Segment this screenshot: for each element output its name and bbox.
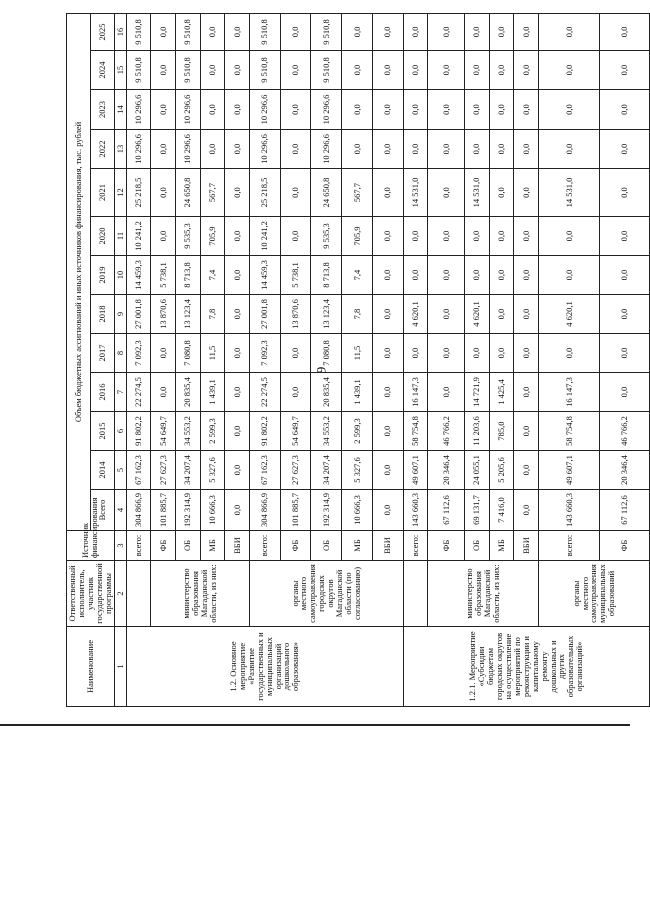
row-value-cell: 58 754,8	[539, 412, 600, 451]
row-value-cell: 67 112,6	[600, 490, 649, 531]
row-value-cell: 10 296,6	[249, 130, 280, 169]
row-value-cell: 10 296,6	[175, 130, 200, 169]
row-value-cell: 0,0	[428, 90, 465, 130]
row-value-cell: 34 553,2	[311, 412, 342, 451]
header-year: 2023	[90, 90, 114, 130]
row-value-cell: 705,9	[342, 217, 373, 256]
row-source-cell: всего:	[126, 531, 151, 561]
row-source-cell: МБ	[200, 531, 225, 561]
row-value-cell: 7 416,0	[489, 490, 514, 531]
column-number: 3	[114, 531, 126, 561]
row-value-cell: 11,5	[200, 334, 225, 373]
row-value-cell: 2 599,3	[200, 412, 225, 451]
table-row	[428, 13, 465, 706]
row-value-cell: 69 131,7	[465, 490, 490, 531]
row-value-cell: 0,0	[372, 130, 403, 169]
row-value-cell: 22 274,5	[249, 373, 280, 412]
row-value-cell: 20 346,4	[428, 451, 465, 490]
row-value-cell: 0,0	[372, 490, 403, 531]
row-value-cell: 101 885,7	[280, 490, 311, 531]
row-value-cell: 0,0	[428, 130, 465, 169]
header-year: 2018	[90, 295, 114, 334]
row-value-cell: 0,0	[372, 51, 403, 90]
row-executor-cell	[126, 561, 151, 627]
column-number: 2	[114, 561, 126, 627]
row-value-cell: 24 650,8	[311, 169, 342, 217]
row-value-cell: 9 510,8	[249, 13, 280, 50]
row-value-cell: 13 123,4	[175, 295, 200, 334]
row-value-cell: 0,0	[280, 90, 311, 130]
row-value-cell: 192 314,9	[175, 490, 200, 531]
row-value-cell: 10 296,6	[249, 90, 280, 130]
row-value-cell: 0,0	[151, 217, 176, 256]
row-value-cell: 24 055,1	[465, 451, 490, 490]
row-value-cell: 0,0	[514, 130, 539, 169]
header-year: 2021	[90, 169, 114, 217]
row-value-cell: 20 835,4	[311, 373, 342, 412]
row-value-cell: 27 001,8	[126, 295, 151, 334]
row-value-cell: 0,0	[403, 256, 428, 295]
row-value-cell: 0,0	[489, 130, 514, 169]
row-source-cell: МБ	[489, 531, 514, 561]
row-value-cell: 0,0	[514, 373, 539, 412]
row-value-cell: 13 870,6	[280, 295, 311, 334]
column-number: 12	[114, 169, 126, 217]
row-value-cell: 14 459,3	[249, 256, 280, 295]
row-value-cell: 0,0	[514, 217, 539, 256]
row-value-cell: 58 754,8	[403, 412, 428, 451]
row-value-cell: 7 092,3	[126, 334, 151, 373]
row-value-cell: 0,0	[280, 217, 311, 256]
row-value-cell: 22 274,5	[126, 373, 151, 412]
header-year: 2016	[90, 373, 114, 412]
row-value-cell: 0,0	[225, 13, 250, 50]
row-value-cell: 0,0	[280, 51, 311, 90]
row-value-cell: 304 866,9	[126, 490, 151, 531]
row-value-cell: 0,0	[489, 169, 514, 217]
row-value-cell: 0,0	[372, 451, 403, 490]
row-value-cell: 10 666,3	[200, 490, 225, 531]
row-value-cell: 49 607,1	[403, 451, 428, 490]
row-value-cell: 0,0	[539, 13, 600, 50]
row-source-cell: всего:	[403, 531, 428, 561]
column-number: 4	[114, 490, 126, 531]
row-executor-cell	[403, 561, 428, 627]
row-value-cell: 8 713,8	[311, 256, 342, 295]
table-row	[539, 13, 600, 706]
row-value-cell: 0,0	[151, 90, 176, 130]
row-value-cell: 7 080,8	[311, 334, 342, 373]
header-name: Наименование	[67, 627, 115, 707]
table-row	[249, 13, 280, 706]
row-value-cell: 785,0	[489, 412, 514, 451]
row-value-cell: 0,0	[600, 13, 649, 50]
header-row	[67, 13, 91, 706]
row-value-cell: 0,0	[225, 169, 250, 217]
row-value-cell: 0,0	[403, 217, 428, 256]
row-value-cell: 0,0	[200, 90, 225, 130]
row-value-cell: 0,0	[225, 451, 250, 490]
row-value-cell: 143 660,3	[539, 490, 600, 531]
row-value-cell: 13 870,6	[151, 295, 176, 334]
row-value-cell: 0,0	[225, 490, 250, 531]
row-value-cell: 0,0	[539, 90, 600, 130]
row-value-cell: 91 802,2	[126, 412, 151, 451]
table-row	[126, 13, 151, 706]
row-value-cell: 46 766,2	[600, 412, 649, 451]
row-value-cell: 0,0	[403, 90, 428, 130]
column-number: 9	[114, 295, 126, 334]
row-value-cell: 0,0	[280, 13, 311, 50]
row-value-cell: 0,0	[465, 90, 490, 130]
row-value-cell: 11,5	[342, 334, 373, 373]
row-value-cell: 0,0	[342, 90, 373, 130]
row-value-cell: 34 553,2	[175, 412, 200, 451]
row-value-cell: 5 327,6	[200, 451, 225, 490]
row-value-cell: 0,0	[428, 256, 465, 295]
row-source-cell: ФБ	[280, 531, 311, 561]
column-number: 13	[114, 130, 126, 169]
page-bottom-rule	[0, 724, 630, 726]
row-value-cell: 5 327,6	[342, 451, 373, 490]
row-value-cell: 0,0	[372, 169, 403, 217]
row-value-cell: 10 296,6	[126, 90, 151, 130]
row-value-cell: 4 620,1	[403, 295, 428, 334]
row-value-cell: 0,0	[225, 51, 250, 90]
row-value-cell: 24 650,8	[175, 169, 200, 217]
row-value-cell: 14 531,0	[403, 169, 428, 217]
row-value-cell: 0,0	[403, 51, 428, 90]
row-value-cell: 0,0	[489, 256, 514, 295]
row-value-cell: 0,0	[342, 130, 373, 169]
row-value-cell: 0,0	[514, 90, 539, 130]
row-value-cell: 0,0	[151, 334, 176, 373]
row-value-cell: 0,0	[600, 373, 649, 412]
row-value-cell: 0,0	[225, 130, 250, 169]
row-value-cell: 0,0	[225, 256, 250, 295]
row-value-cell: 0,0	[514, 412, 539, 451]
row-value-cell: 0,0	[514, 51, 539, 90]
row-value-cell: 0,0	[600, 334, 649, 373]
row-value-cell: 0,0	[600, 295, 649, 334]
row-value-cell: 0,0	[600, 217, 649, 256]
row-value-cell: 9 510,8	[175, 13, 200, 50]
row-value-cell: 567,7	[342, 169, 373, 217]
row-value-cell: 7,8	[342, 295, 373, 334]
row-name-cell: 1.2.1. Мероприятие «Субсидии бюджетам городских округов на осуществление мероприятий по реконструкции и капитальному ремонту дошкольных и других образовательных организаций»	[403, 627, 649, 707]
row-value-cell: 14 721,9	[465, 373, 490, 412]
column-number: 10	[114, 256, 126, 295]
row-value-cell: 0,0	[403, 13, 428, 50]
row-value-cell: 0,0	[539, 334, 600, 373]
row-value-cell: 25 218,5	[249, 169, 280, 217]
row-source-cell: ВБИ	[514, 531, 539, 561]
row-executor-cell: органы местного самоуправления муниципальных образований	[539, 561, 650, 627]
row-value-cell: 5 205,6	[489, 451, 514, 490]
row-value-cell: 0,0	[600, 51, 649, 90]
row-value-cell: 0,0	[151, 130, 176, 169]
header-year: 2025	[90, 13, 114, 50]
column-number: 14	[114, 90, 126, 130]
row-value-cell: 2 599,3	[342, 412, 373, 451]
row-value-cell: 0,0	[465, 217, 490, 256]
row-value-cell: 143 660,3	[403, 490, 428, 531]
row-value-cell: 0,0	[372, 217, 403, 256]
row-value-cell: 8 713,8	[175, 256, 200, 295]
row-source-cell: ФБ	[151, 531, 176, 561]
row-value-cell: 0,0	[225, 295, 250, 334]
row-value-cell: 34 207,4	[175, 451, 200, 490]
row-value-cell: 0,0	[489, 51, 514, 90]
column-number: 11	[114, 217, 126, 256]
row-value-cell: 0,0	[151, 373, 176, 412]
row-value-cell: 0,0	[225, 373, 250, 412]
row-value-cell: 9 510,8	[311, 13, 342, 50]
row-value-cell: 67 112,6	[428, 490, 465, 531]
row-value-cell: 9 535,3	[311, 217, 342, 256]
row-value-cell: 1 439,1	[200, 373, 225, 412]
row-value-cell: 0,0	[151, 13, 176, 50]
row-value-cell: 0,0	[600, 256, 649, 295]
row-value-cell: 9 510,8	[311, 51, 342, 90]
row-value-cell: 0,0	[539, 130, 600, 169]
row-value-cell: 0,0	[465, 334, 490, 373]
row-value-cell: 67 162,3	[126, 451, 151, 490]
row-executor-cell: министерство образования Магаданской области, из них:	[428, 561, 539, 627]
column-number: 5	[114, 451, 126, 490]
row-source-cell: всего:	[249, 531, 280, 561]
row-value-cell: 0,0	[200, 51, 225, 90]
row-value-cell: 0,0	[280, 130, 311, 169]
row-value-cell: 0,0	[539, 256, 600, 295]
row-source-cell: ВБИ	[225, 531, 250, 561]
row-source-cell: ОБ	[465, 531, 490, 561]
row-source-cell: ФБ	[600, 531, 649, 561]
header-year: 2014	[90, 451, 114, 490]
row-value-cell: 0,0	[489, 217, 514, 256]
row-value-cell: 0,0	[489, 295, 514, 334]
table-row	[403, 13, 428, 706]
row-source-cell: ВБИ	[372, 531, 403, 561]
row-value-cell: 16 147,3	[539, 373, 600, 412]
row-value-cell: 0,0	[225, 412, 250, 451]
row-value-cell: 0,0	[428, 295, 465, 334]
row-value-cell: 0,0	[600, 169, 649, 217]
row-source-cell: ОБ	[311, 531, 342, 561]
row-value-cell: 16 147,3	[403, 373, 428, 412]
table-row	[151, 13, 176, 706]
row-value-cell: 0,0	[489, 13, 514, 50]
header-year: 2017	[90, 334, 114, 373]
row-value-cell: 20 835,4	[175, 373, 200, 412]
row-source-cell: ФБ	[428, 531, 465, 561]
row-value-cell: 0,0	[514, 490, 539, 531]
column-number: 15	[114, 51, 126, 90]
row-value-cell: 4 620,1	[539, 295, 600, 334]
row-value-cell: 0,0	[465, 130, 490, 169]
row-value-cell: 10 666,3	[342, 490, 373, 531]
header-year: 2015	[90, 412, 114, 451]
column-number: 8	[114, 334, 126, 373]
row-value-cell: 0,0	[514, 451, 539, 490]
row-value-cell: 0,0	[465, 51, 490, 90]
row-value-cell: 0,0	[403, 334, 428, 373]
row-value-cell: 0,0	[514, 334, 539, 373]
row-value-cell: 0,0	[200, 130, 225, 169]
row-value-cell: 0,0	[428, 13, 465, 50]
row-value-cell: 54 649,7	[280, 412, 311, 451]
row-value-cell: 0,0	[342, 13, 373, 50]
row-value-cell: 0,0	[280, 334, 311, 373]
row-value-cell: 7,4	[200, 256, 225, 295]
row-value-cell: 0,0	[428, 51, 465, 90]
row-value-cell: 0,0	[514, 295, 539, 334]
row-value-cell: 0,0	[428, 169, 465, 217]
row-value-cell: 14 531,0	[465, 169, 490, 217]
row-value-cell: 9 510,8	[175, 51, 200, 90]
row-executor-cell: министерство образования Магаданской области, из них:	[151, 561, 250, 627]
row-value-cell: 0,0	[372, 295, 403, 334]
column-number: 16	[114, 13, 126, 50]
row-value-cell: 20 346,4	[600, 451, 649, 490]
row-value-cell: 11 203,6	[465, 412, 490, 451]
row-value-cell: 10 296,6	[126, 130, 151, 169]
row-value-cell: 0,0	[465, 13, 490, 50]
row-value-cell: 67 162,3	[249, 451, 280, 490]
row-value-cell: 9 535,3	[175, 217, 200, 256]
row-value-cell: 27 627,3	[151, 451, 176, 490]
row-value-cell: 7 092,3	[249, 334, 280, 373]
row-value-cell: 0,0	[372, 412, 403, 451]
row-value-cell: 7,8	[200, 295, 225, 334]
row-value-cell: 10 241,2	[249, 217, 280, 256]
row-value-cell: 10 241,2	[126, 217, 151, 256]
row-value-cell: 0,0	[372, 334, 403, 373]
row-value-cell: 27 001,8	[249, 295, 280, 334]
row-value-cell: 0,0	[403, 130, 428, 169]
row-value-cell: 5 738,1	[280, 256, 311, 295]
row-value-cell: 9 510,8	[126, 51, 151, 90]
row-value-cell: 0,0	[372, 373, 403, 412]
row-value-cell: 5 738,1	[151, 256, 176, 295]
row-value-cell: 0,0	[489, 334, 514, 373]
row-value-cell: 0,0	[372, 90, 403, 130]
row-value-cell: 7 080,8	[175, 334, 200, 373]
rotated-table-container	[66, 15, 630, 707]
row-value-cell: 14 459,3	[126, 256, 151, 295]
row-value-cell: 0,0	[280, 373, 311, 412]
row-value-cell: 0,0	[372, 256, 403, 295]
page-number: 9	[313, 366, 329, 374]
row-value-cell: 0,0	[151, 169, 176, 217]
row-value-cell: 0,0	[465, 256, 490, 295]
row-value-cell: 0,0	[539, 217, 600, 256]
header-year: 2020	[90, 217, 114, 256]
column-number-row	[114, 13, 126, 706]
row-value-cell: 0,0	[600, 130, 649, 169]
row-value-cell: 54 649,7	[151, 412, 176, 451]
row-value-cell: 0,0	[342, 51, 373, 90]
row-value-cell: 1 439,1	[342, 373, 373, 412]
row-value-cell: 34 207,4	[311, 451, 342, 490]
row-value-cell: 49 607,1	[539, 451, 600, 490]
row-value-cell: 0,0	[225, 334, 250, 373]
row-value-cell: 27 627,3	[280, 451, 311, 490]
row-value-cell: 4 620,1	[465, 295, 490, 334]
row-value-cell: 0,0	[514, 256, 539, 295]
row-value-cell: 0,0	[428, 217, 465, 256]
row-value-cell: 0,0	[225, 90, 250, 130]
row-name-cell: 1.2. Основное мероприятие «Развитие государственных и муниципальных организаций дошкольного образования»	[126, 627, 403, 707]
header-total: Всего	[90, 490, 114, 531]
row-value-cell: 10 296,6	[311, 90, 342, 130]
row-value-cell: 101 885,7	[151, 490, 176, 531]
row-value-cell: 25 218,5	[126, 169, 151, 217]
row-value-cell: 0,0	[428, 373, 465, 412]
row-value-cell: 9 510,8	[249, 51, 280, 90]
row-value-cell: 0,0	[200, 13, 225, 50]
column-number: 6	[114, 412, 126, 451]
row-value-cell: 0,0	[151, 51, 176, 90]
funding-table	[66, 13, 650, 707]
row-value-cell: 7,4	[342, 256, 373, 295]
header-year: 2024	[90, 51, 114, 90]
row-source-cell: МБ	[342, 531, 373, 561]
column-number: 1	[114, 627, 126, 707]
row-value-cell: 0,0	[225, 217, 250, 256]
row-value-cell: 0,0	[428, 334, 465, 373]
row-value-cell: 0,0	[514, 169, 539, 217]
header-funding-group: Объем бюджетных ассигнований и иных источников финансирования, тыс. рублей	[67, 13, 91, 530]
table-header	[67, 13, 127, 706]
row-value-cell: 0,0	[280, 169, 311, 217]
header-year: 2022	[90, 130, 114, 169]
row-value-cell: 0,0	[514, 13, 539, 50]
header-source: Источник финансирования	[67, 531, 115, 561]
row-executor-cell: органы местного самоуправления городских округов Магаданской области (по согласованию)	[249, 561, 403, 627]
row-value-cell: 10 296,6	[175, 90, 200, 130]
row-value-cell: 705,9	[200, 217, 225, 256]
row-source-cell: всего:	[539, 531, 600, 561]
row-value-cell: 0,0	[372, 13, 403, 50]
row-value-cell: 91 802,2	[249, 412, 280, 451]
row-value-cell: 1 425,4	[489, 373, 514, 412]
row-source-cell: ОБ	[175, 531, 200, 561]
row-value-cell: 13 123,4	[311, 295, 342, 334]
row-value-cell: 14 531,0	[539, 169, 600, 217]
table-body	[126, 13, 649, 706]
row-value-cell: 10 296,6	[311, 130, 342, 169]
row-value-cell: 0,0	[539, 51, 600, 90]
header-executor: Ответственный исполнитель, участник государственной программы	[67, 561, 115, 627]
row-value-cell: 192 314,9	[311, 490, 342, 531]
row-value-cell: 304 866,9	[249, 490, 280, 531]
row-value-cell: 0,0	[489, 90, 514, 130]
row-value-cell: 567,7	[200, 169, 225, 217]
row-value-cell: 46 766,2	[428, 412, 465, 451]
header-year: 2019	[90, 256, 114, 295]
column-number: 7	[114, 373, 126, 412]
row-value-cell: 9 510,8	[126, 13, 151, 50]
row-value-cell: 0,0	[600, 90, 649, 130]
